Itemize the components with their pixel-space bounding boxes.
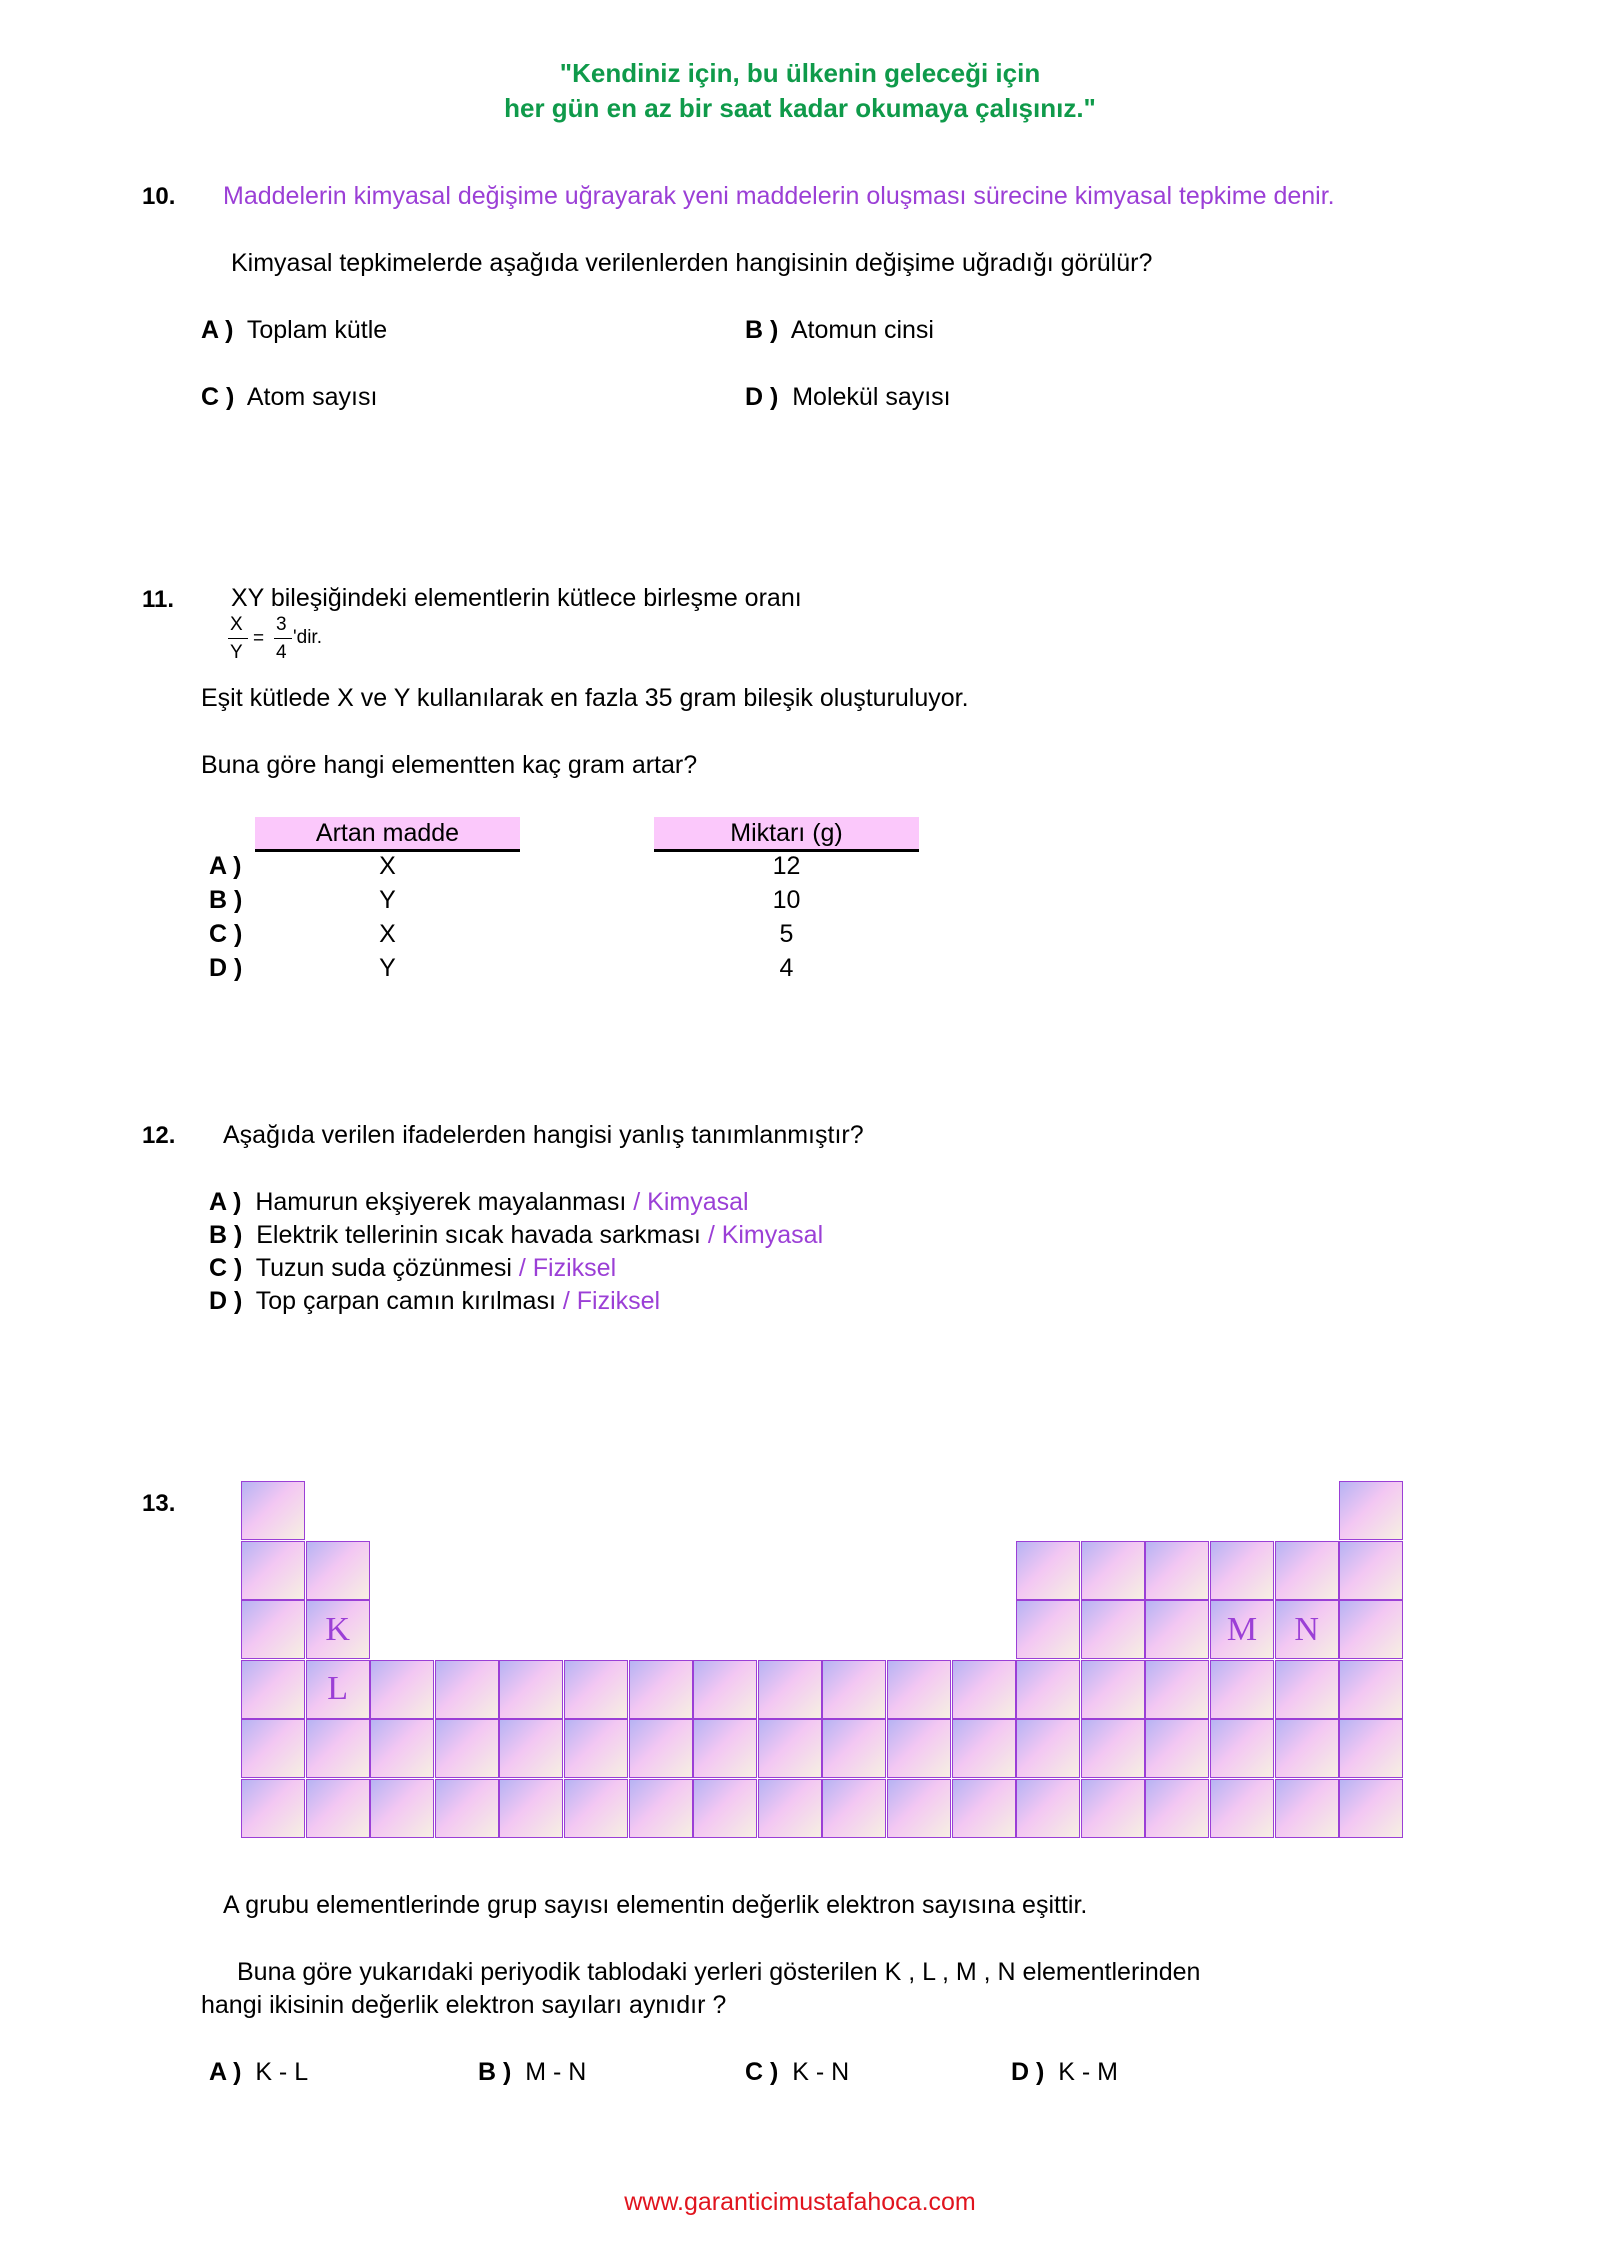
question-12-text: Aşağıda verilen ifadelerden hangisi yanlış tanımlanmıştır? xyxy=(223,1121,864,1149)
fraction-bar-left xyxy=(228,638,248,639)
periodic-table-cell xyxy=(1339,1719,1403,1778)
q12-option-d xyxy=(209,1287,660,1316)
periodic-table-cell xyxy=(499,1719,563,1778)
fraction-equals: = xyxy=(253,628,265,649)
periodic-table-cell xyxy=(1275,1719,1339,1778)
periodic-table-cell xyxy=(370,1779,434,1838)
question-10-text: Kimyasal tepkimelerde aşağıda verilenlerden hangisinin değişime uğradığı görülür? xyxy=(231,249,1153,277)
periodic-table-cell xyxy=(1145,1541,1209,1600)
question-10-number: 10. xyxy=(142,183,176,210)
periodic-table-cell xyxy=(952,1719,1016,1778)
q10-option-d xyxy=(745,383,951,412)
periodic-table-cell xyxy=(693,1660,757,1719)
question-11-line3: Buna göre hangi elementten kaç gram artar? xyxy=(201,751,698,779)
periodic-table-cell xyxy=(1210,1779,1274,1838)
q12-option-c-tag: / Fiziksel xyxy=(518,1254,617,1282)
q12-option-a-letter: A ) xyxy=(209,1188,242,1216)
periodic-table-cell xyxy=(241,1660,305,1719)
table-row-c-substance: X xyxy=(379,920,396,948)
table-header-amount: Miktarı (g) xyxy=(654,817,919,852)
periodic-table-cell xyxy=(1081,1719,1145,1778)
periodic-table-cell xyxy=(887,1779,951,1838)
periodic-table-cell xyxy=(241,1481,305,1540)
periodic-table-cell xyxy=(693,1779,757,1838)
q10-option-d-text: Molekül sayısı xyxy=(792,383,951,411)
periodic-table-cell xyxy=(435,1779,499,1838)
periodic-table-cell xyxy=(1145,1660,1209,1719)
fraction-denominator-4: 4 xyxy=(276,642,287,663)
q13-option-d-text: K - M xyxy=(1058,2058,1118,2086)
periodic-table-grid xyxy=(241,1481,1404,1839)
periodic-table-cell xyxy=(435,1719,499,1778)
question-13-number: 13. xyxy=(142,1490,176,1517)
periodic-table-cell xyxy=(306,1779,370,1838)
q12-option-b-text: Elektrik tellerinin sıcak havada sarkması xyxy=(256,1221,701,1249)
periodic-table-cell xyxy=(758,1719,822,1778)
fraction-bar-right xyxy=(274,638,292,639)
periodic-table-cell xyxy=(1339,1660,1403,1719)
periodic-table-cell xyxy=(629,1779,693,1838)
question-13-line1: A grubu elementlerinde grup sayısı elementin değerlik elektron sayısına eşittir. xyxy=(223,1891,1088,1919)
periodic-table-cell xyxy=(499,1660,563,1719)
table-row-d-letter: D ) xyxy=(209,954,243,982)
q12-option-d-text: Top çarpan camın kırılması xyxy=(255,1287,556,1315)
q10-option-c-letter: C ) xyxy=(201,383,235,411)
periodic-table-cell xyxy=(1275,1600,1339,1659)
q12-option-d-tag: / Fiziksel xyxy=(562,1287,661,1315)
table-row-c-letter: C ) xyxy=(209,920,243,948)
q13-option-a xyxy=(209,2058,308,2087)
periodic-table-cell xyxy=(693,1719,757,1778)
question-12-number: 12. xyxy=(142,1122,176,1149)
periodic-table-cell xyxy=(822,1660,886,1719)
periodic-table-cell xyxy=(758,1660,822,1719)
element-label-k: K xyxy=(325,1610,350,1648)
question-13-line2: Buna göre yukarıdaki periyodik tablodaki yerleri gösterilen K , L , M , N elementlerinden xyxy=(237,1958,1201,1986)
element-label-l: L xyxy=(327,1670,348,1708)
fraction-denominator-y: Y xyxy=(230,642,243,663)
periodic-table-cell xyxy=(822,1779,886,1838)
periodic-table-cell xyxy=(306,1660,370,1719)
periodic-table-cell xyxy=(564,1660,628,1719)
q13-option-d xyxy=(1011,2058,1118,2087)
table-row-d-substance: Y xyxy=(379,954,396,982)
periodic-table-cell xyxy=(952,1660,1016,1719)
q10-option-b-letter: B ) xyxy=(745,316,779,344)
fraction-numerator-x: X xyxy=(230,614,243,635)
element-label-n: N xyxy=(1294,1610,1319,1648)
periodic-table-cell xyxy=(499,1779,563,1838)
periodic-table-cell xyxy=(435,1660,499,1719)
q13-option-a-letter: A ) xyxy=(209,2058,242,2086)
periodic-table-cell xyxy=(1339,1541,1403,1600)
table-row-b-letter: B ) xyxy=(209,886,243,914)
periodic-table-cell xyxy=(564,1719,628,1778)
periodic-table-cell xyxy=(1339,1779,1403,1838)
periodic-table-cell xyxy=(1016,1541,1080,1600)
periodic-table-cell xyxy=(1016,1779,1080,1838)
table-row-c-amount: 5 xyxy=(779,920,794,948)
periodic-table-cell xyxy=(1016,1600,1080,1659)
fraction-numerator-3: 3 xyxy=(276,614,287,635)
periodic-table-cell xyxy=(1275,1660,1339,1719)
q13-option-c-text: K - N xyxy=(792,2058,850,2086)
question-10-intro: Maddelerin kimyasal değişime uğrayarak yeni maddelerin oluşması sürecine kimyasal tepkime denir. xyxy=(223,182,1335,210)
q12-option-c xyxy=(209,1254,616,1283)
quote-line-1: "Kendiniz için, bu ülkenin geleceği için xyxy=(559,58,1041,88)
periodic-table-cell xyxy=(1081,1779,1145,1838)
q12-option-a-text: Hamurun ekşiyerek mayalanması xyxy=(255,1188,627,1216)
q10-option-a-text: Toplam kütle xyxy=(246,316,388,344)
periodic-table-cell xyxy=(1210,1719,1274,1778)
table-row-b-substance: Y xyxy=(379,886,396,914)
periodic-table-cell xyxy=(1016,1660,1080,1719)
q12-option-d-letter: D ) xyxy=(209,1287,243,1315)
q13-option-b-letter: B ) xyxy=(478,2058,512,2086)
periodic-table-cell xyxy=(822,1719,886,1778)
periodic-table-cell xyxy=(952,1779,1016,1838)
q12-option-b-tag: / Kimyasal xyxy=(707,1221,824,1249)
q12-option-c-text: Tuzun suda çözünmesi xyxy=(255,1254,512,1282)
periodic-table-cell xyxy=(370,1660,434,1719)
quote-line-2: her gün en az bir saat kadar okumaya çalışınız." xyxy=(504,93,1096,123)
q10-option-b xyxy=(745,316,934,345)
table-row-b-amount: 10 xyxy=(772,886,801,914)
question-11-number: 11. xyxy=(142,586,175,613)
table-header-substance: Artan madde xyxy=(255,817,520,852)
q12-option-b-letter: B ) xyxy=(209,1221,243,1249)
table-row-a-amount: 12 xyxy=(772,852,801,880)
periodic-table-cell xyxy=(1210,1600,1274,1659)
question-11-line2: Eşit kütlede X ve Y kullanılarak en fazla 35 gram bileşik oluşturuluyor. xyxy=(201,684,969,712)
q13-option-d-letter: D ) xyxy=(1011,2058,1045,2086)
q13-option-b xyxy=(478,2058,586,2087)
table-row-d-amount: 4 xyxy=(779,954,794,982)
periodic-table-cell xyxy=(1145,1719,1209,1778)
periodic-table-cell xyxy=(758,1779,822,1838)
q10-option-c xyxy=(201,383,377,412)
q10-option-a xyxy=(201,316,387,345)
periodic-table-cell xyxy=(241,1541,305,1600)
periodic-table-cell xyxy=(306,1719,370,1778)
q13-option-b-text: M - N xyxy=(525,2058,587,2086)
q10-option-d-letter: D ) xyxy=(745,383,779,411)
q12-option-b xyxy=(209,1221,823,1250)
periodic-table-cell xyxy=(1275,1541,1339,1600)
q12-option-a xyxy=(209,1188,749,1217)
q13-option-c xyxy=(745,2058,849,2087)
periodic-table-cell xyxy=(1081,1541,1145,1600)
periodic-table-cell xyxy=(241,1600,305,1659)
periodic-table-cell xyxy=(1145,1600,1209,1659)
periodic-table-cell xyxy=(1210,1541,1274,1600)
periodic-table-cell xyxy=(1275,1779,1339,1838)
periodic-table-cell xyxy=(564,1779,628,1838)
periodic-table-cell xyxy=(306,1541,370,1600)
table-row-a-letter: A ) xyxy=(209,852,242,880)
footer-url[interactable]: www.garanticimustafahoca.com xyxy=(624,2188,976,2216)
periodic-table-cell xyxy=(629,1719,693,1778)
q10-option-a-letter: A ) xyxy=(201,316,234,344)
periodic-table-cell xyxy=(306,1600,370,1659)
question-11-line1: XY bileşiğindeki elementlerin kütlece birleşme oranı xyxy=(231,584,802,612)
periodic-table-cell xyxy=(1145,1779,1209,1838)
periodic-table-cell xyxy=(887,1719,951,1778)
table-row-a-substance: X xyxy=(379,852,396,880)
q13-option-a-text: K - L xyxy=(255,2058,309,2086)
periodic-table-cell xyxy=(1210,1660,1274,1719)
periodic-table-cell xyxy=(1016,1719,1080,1778)
q12-option-a-tag: / Kimyasal xyxy=(633,1188,749,1216)
periodic-table-cell xyxy=(241,1779,305,1838)
q12-option-c-letter: C ) xyxy=(209,1254,243,1282)
fraction-suffix: 'dir. xyxy=(293,627,322,648)
q10-option-c-text: Atom sayısı xyxy=(246,383,378,411)
q10-option-b-text: Atomun cinsi xyxy=(790,316,934,344)
periodic-table-cell xyxy=(887,1660,951,1719)
periodic-table-cell xyxy=(1081,1660,1145,1719)
periodic-table-cell xyxy=(629,1660,693,1719)
question-13-line3: hangi ikisinin değerlik elektron sayıları aynıdır ? xyxy=(201,1991,727,2019)
periodic-table-cell xyxy=(1081,1600,1145,1659)
element-label-m: M xyxy=(1226,1610,1258,1648)
periodic-table-cell xyxy=(370,1719,434,1778)
q13-option-c-letter: C ) xyxy=(745,2058,779,2086)
periodic-table-cell xyxy=(241,1719,305,1778)
periodic-table-cell xyxy=(1339,1600,1403,1659)
periodic-table-cell xyxy=(1339,1481,1403,1540)
